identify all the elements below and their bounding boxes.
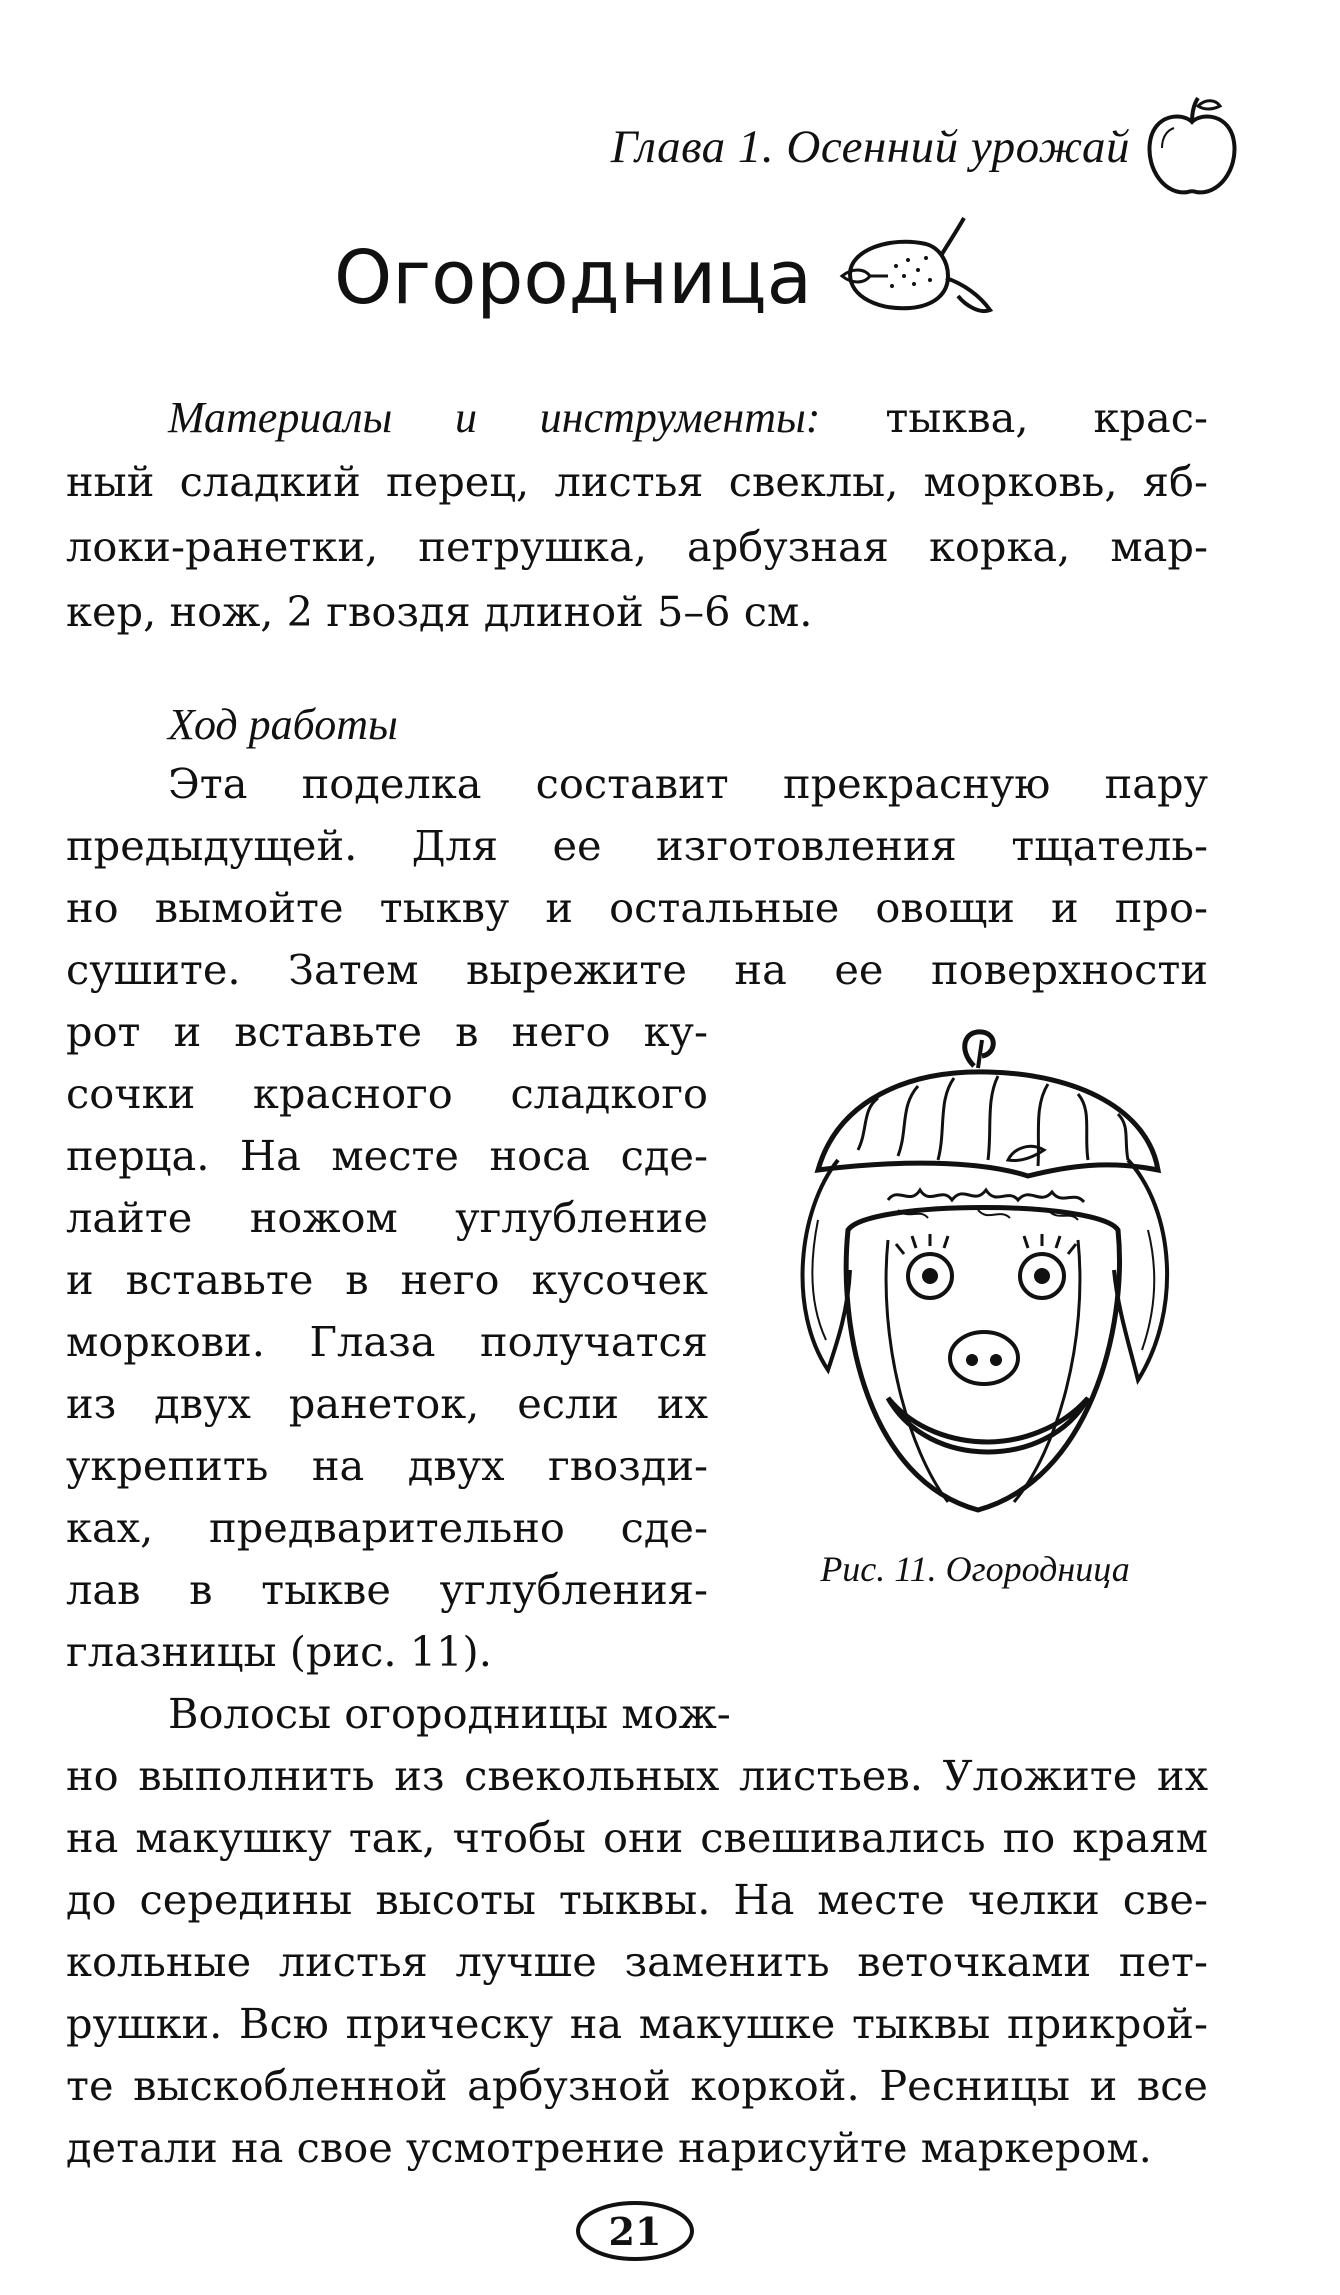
procedure-heading: Ход работы: [168, 700, 398, 749]
materials-text: тыква, крас-: [820, 393, 1208, 442]
text-line: моркови. Глаза получатся: [66, 1317, 708, 1366]
text-line: и вставьте в него кусочек: [66, 1255, 708, 1304]
text-line: на макушку так, чтобы они свешивались по краям: [66, 1813, 1208, 1862]
text-line: рушки. Всю прическу на макушке тыквы прикрой-: [66, 1999, 1208, 2048]
text-line: сушите. Затем вырежите на ее поверхности: [66, 945, 1208, 994]
apple-icon: [1142, 92, 1242, 202]
materials-label: Материалы и инструменты:: [168, 393, 821, 442]
text-line: предыдущей. Для ее изготовления тщатель-: [66, 821, 1208, 870]
page-number: [575, 2200, 695, 2262]
text-line: ках, предварительно сде-: [66, 1503, 708, 1552]
materials-line: [168, 393, 1208, 442]
page-number-text: 21: [608, 2208, 662, 2254]
text-line: Волосы огородницы мож-: [168, 1689, 731, 1738]
text-line: кольные листья лучше заменить веточками пет-: [66, 1937, 1208, 1986]
text-line: лайте ножом углубление: [66, 1193, 708, 1242]
text-line: но вымойте тыкву и остальные овощи и про-: [66, 883, 1208, 932]
materials-line: кер, нож, 2 гвоздя длиной 5–6 см.: [66, 587, 813, 636]
pumpkin-figure: [778, 1010, 1188, 1550]
text-line: перца. На месте носа сде-: [66, 1131, 708, 1180]
text-line: до середины высоты тыквы. На месте челки све-: [66, 1875, 1208, 1924]
text-line: но выполнить из свекольных листьев. Уложите их: [66, 1751, 1208, 1800]
text-line: сочки красного сладкого: [66, 1069, 708, 1118]
materials-line: локи-ранетки, петрушка, арбузная корка, мар-: [66, 522, 1208, 571]
title-row: [0, 222, 1340, 334]
text-line: укрепить на двух гвозди-: [66, 1441, 708, 1490]
text-line: рот и вставьте в него ку-: [66, 1007, 708, 1056]
text-line: детали на свое усмотрение нарисуйте маркером.: [66, 2123, 1152, 2172]
text-line: глазницы (рис. 11).: [66, 1627, 492, 1676]
acorn-icon: [830, 214, 1006, 334]
page-title: Огородница: [333, 235, 812, 321]
running-head: [611, 92, 1242, 202]
text-line: лав в тыкве углубления-: [66, 1565, 708, 1614]
text-line: те выскобленной арбузной коркой. Ресницы и все: [66, 2061, 1208, 2110]
figure-caption: Рис. 11. Огородница: [820, 1549, 1130, 1589]
materials-line: ный сладкий перец, листья свеклы, морковь, яб-: [66, 457, 1208, 506]
chapter-title: Глава 1. Осенний урожай: [610, 121, 1130, 173]
text-line: из двух ранеток, если их: [66, 1379, 708, 1428]
text-line: Эта поделка составит прекрасную пару: [168, 759, 1208, 808]
